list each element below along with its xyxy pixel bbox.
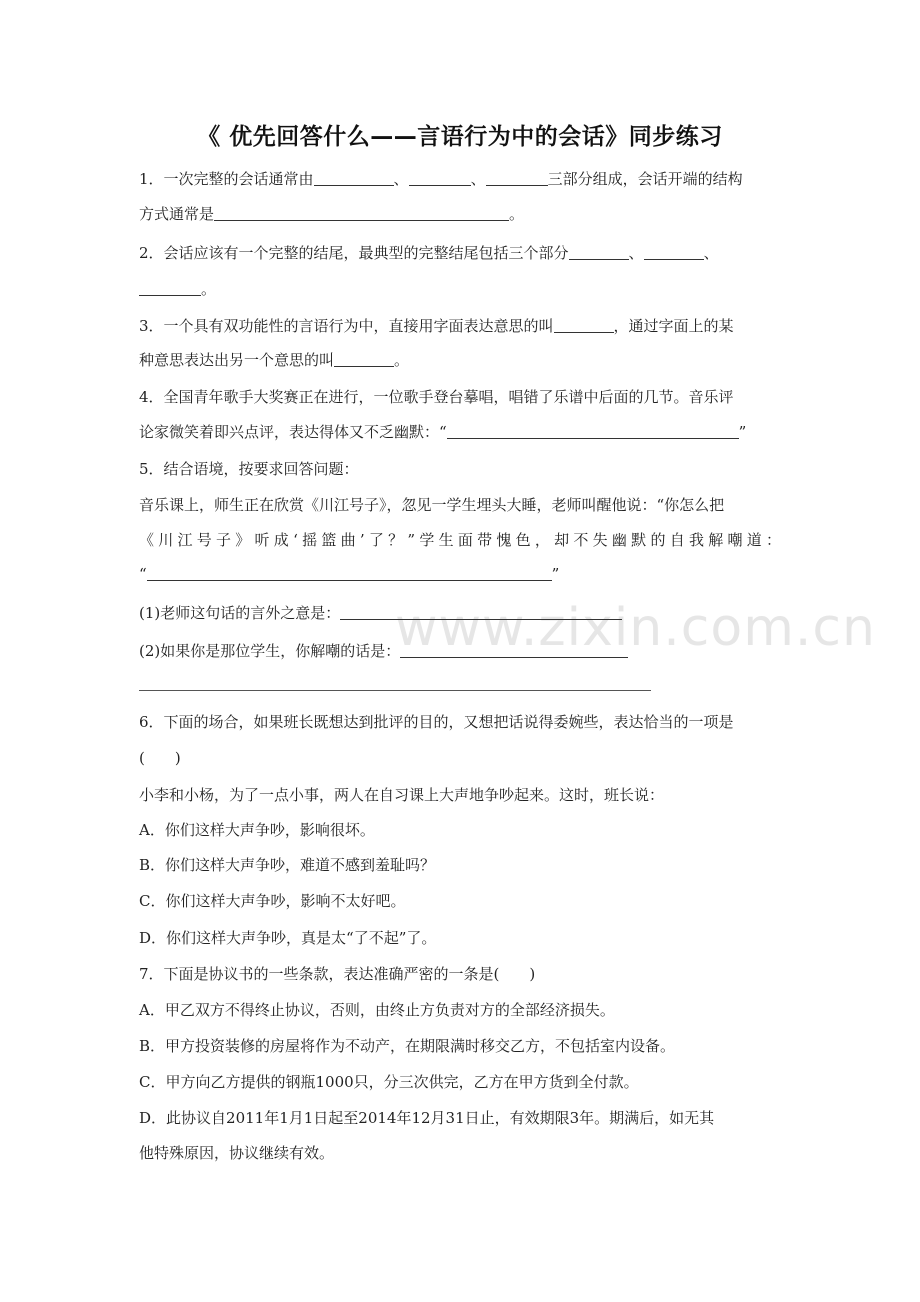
q6-paren: ( ) — [139, 749, 181, 767]
q4-end: ” — [738, 423, 747, 441]
q2-end: 。 — [201, 280, 217, 298]
q4-blank[interactable] — [447, 422, 739, 439]
q3-blank-1[interactable] — [554, 316, 614, 333]
q2-blank-2[interactable] — [644, 243, 704, 260]
q5-quote-line — [139, 564, 559, 584]
q2-blank-1[interactable] — [569, 243, 629, 260]
q7-option-d-line-2[interactable]: 他特殊原因，协议继续有效。 — [139, 1144, 335, 1162]
q5-context-line-2: 《川江号子》听成‘摇篮曲’了？”学生面带愧色，却不失幽默的自我解嘲道： — [139, 531, 781, 549]
q6-option-a[interactable]: A．你们这样大声争吵，影响很坏。 — [139, 821, 375, 839]
q2-sep-2: 、 — [703, 244, 719, 262]
q6-option-c[interactable]: C．你们这样大声争吵，影响不太好吧。 — [139, 892, 406, 910]
q5-heading: 5．结合语境，按要求回答问题： — [139, 460, 359, 478]
q5-sub-2-blank[interactable] — [400, 641, 628, 658]
q1-text-c: 方式通常是 — [139, 205, 215, 223]
q2-sep-1: 、 — [628, 244, 644, 262]
document-title: 《 优先回答什么——言语行为中的会话》同步练习 — [197, 124, 723, 150]
q5-context-line-1: 音乐课上，师生正在欣赏《川江号子》，忽见一学生埋头大睡，老师叫醒他说：“你怎么把 — [139, 496, 725, 514]
q3-text-a: 3．一个具有双功能性的言语行为中，直接用字面表达意思的叫 — [139, 317, 554, 335]
q6-question: 6．下面的场合，如果班长既想达到批评的目的，又想把话说得委婉些，表达恰当的一项是 — [139, 713, 734, 731]
q5-sub-1-text: (1)老师这句话的言外之意是： — [139, 604, 341, 622]
q6-context: 小李和小杨，为了一点小事，两人在自习课上大声地争吵起来。这时，班长说： — [139, 786, 665, 804]
q1-text-b: 三部分组成，会话开端的结构 — [547, 170, 743, 188]
q5-sub-1 — [139, 603, 622, 623]
q5-sub-1-blank[interactable] — [340, 603, 622, 620]
watermark: www.zixin.com.cn — [395, 598, 876, 658]
q7-option-c[interactable]: C．甲方向乙方提供的钢瓶1000只，分三次供完，乙方在甲方货到全付款。 — [139, 1073, 639, 1091]
q5-quote-open: “ — [139, 565, 147, 583]
q5-answer-line[interactable] — [139, 690, 651, 691]
q5-quote-blank[interactable] — [147, 564, 552, 581]
q2-line-2 — [139, 279, 216, 299]
q7-option-d-line-1[interactable]: D．此协议自2011年1月1日起至2014年12月31日止，有效期限3年。期满后，如无其 — [139, 1109, 715, 1127]
q1-sep-2: 、 — [470, 170, 486, 188]
q2-blank-3[interactable] — [139, 279, 201, 296]
q1-line-1 — [139, 169, 743, 189]
q3-end: 。 — [394, 351, 410, 369]
q3-blank-2[interactable] — [334, 350, 394, 367]
q1-blank-2[interactable] — [409, 169, 471, 186]
q3-line-2 — [139, 350, 409, 370]
q5-sub-2-text: (2)如果你是那位学生，你解嘲的话是： — [139, 642, 401, 660]
q7-option-b[interactable]: B．甲方投资装修的房屋将作为不动产，在期限满时移交乙方，不包括室内设备。 — [139, 1037, 676, 1055]
q1-blank-4[interactable] — [214, 204, 509, 221]
q1-line-2 — [139, 204, 524, 224]
q4-text-b: 论家微笑着即兴点评，表达得体又不乏幽默：“ — [139, 423, 447, 441]
q1-end: 。 — [509, 205, 525, 223]
q3-text-c: 种意思表达出另一个意思的叫 — [139, 351, 335, 369]
q5-sub-2 — [139, 641, 628, 661]
q1-blank-3[interactable] — [486, 169, 548, 186]
q3-text-b: ，通过字面上的某 — [613, 317, 734, 335]
q6-option-d[interactable]: D．你们这样大声争吵，真是太“了不起”了。 — [139, 929, 437, 947]
q2-text-a: 2．会话应该有一个完整的结尾，最典型的完整结尾包括三个部分 — [139, 244, 569, 262]
q7-option-a[interactable]: A．甲乙双方不得终止协议，否则，由终止方负责对方的全部经济损失。 — [139, 1001, 615, 1019]
q1-text-a: 1．一次完整的会话通常由 — [139, 170, 314, 188]
q1-sep-1: 、 — [393, 170, 409, 188]
q1-blank-1[interactable] — [314, 169, 394, 186]
q4-line-2 — [139, 422, 746, 442]
q2-line-1 — [139, 243, 719, 263]
q5-quote-close: ” — [551, 565, 560, 583]
q6-option-b[interactable]: B．你们这样大声争吵，难道不感到羞耻吗？ — [139, 856, 436, 874]
q7-question: 7．下面是协议书的一些条款，表达准确严密的一条是( ) — [139, 965, 536, 983]
q4-line-1: 4．全国青年歌手大奖赛正在进行，一位歌手登台摹唱，唱错了乐谱中后面的几节。音乐评 — [139, 388, 734, 406]
q3-line-1 — [139, 316, 734, 336]
